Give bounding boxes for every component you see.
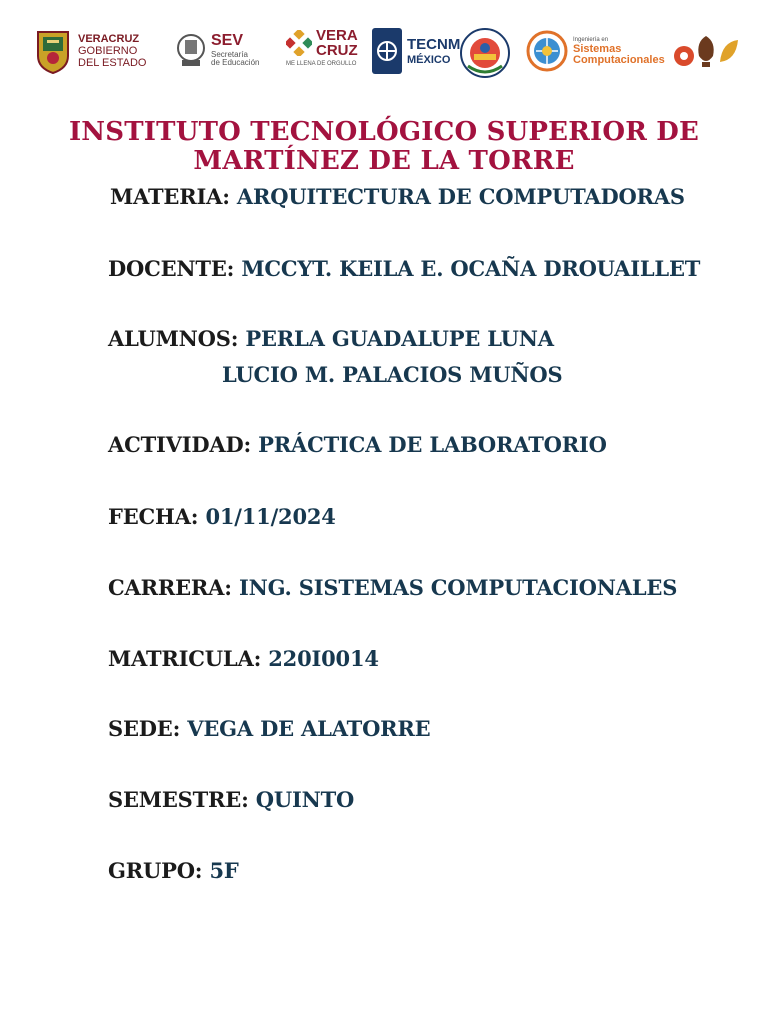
tecnm-line2: MÉXICO — [407, 53, 451, 66]
field-alumnos — [108, 326, 554, 351]
veracruz-gov-line1: VERACRUZ — [78, 32, 140, 45]
docente-value: MCCYT. KEILA E. OCAÑA DROUAILLET — [241, 256, 701, 281]
institution-title — [0, 118, 768, 176]
alumnos-value-2: LUCIO M. PALACIOS MUÑOS — [222, 362, 563, 387]
vera-cruz-tagline: ME LLENA DE ORGULLO — [286, 61, 357, 67]
veracruz-gov-line2: GOBIERNO — [78, 44, 138, 57]
materia-label: MATERIA: — [110, 184, 230, 209]
semestre-value: QUINTO — [255, 787, 355, 812]
alumnos-value-1: PERLA GUADALUPE LUNA — [245, 326, 554, 351]
field-alumnos-second — [222, 362, 562, 387]
field-materia — [110, 184, 685, 209]
grupo-value: 5F — [209, 858, 239, 883]
field-fecha — [108, 504, 336, 529]
vera-cruz-line1: VERA — [316, 27, 358, 44]
vera-cruz-line2: CRUZ — [316, 42, 358, 59]
vera-cruz-pattern-icon — [286, 30, 312, 56]
sev-name: SEV — [211, 32, 244, 49]
veracruz-coat-of-arms-icon — [34, 28, 72, 74]
carrera-label: CARRERA: — [108, 575, 232, 600]
itsmt-seal-icon — [460, 26, 510, 80]
field-grupo — [108, 858, 239, 883]
field-actividad — [108, 432, 607, 457]
fecha-value: 01/11/2024 — [205, 504, 336, 529]
alumnos-label: ALUMNOS: — [108, 326, 239, 351]
field-semestre — [108, 787, 354, 812]
institution-title-line1: INSTITUTO TECNOLÓGICO SUPERIOR DE — [68, 117, 700, 147]
sev-line2: de Educación — [211, 58, 260, 67]
sev-logo — [176, 30, 259, 70]
isc-logo — [526, 30, 665, 72]
gear-bulb-leaf-logo — [672, 32, 740, 72]
field-sede — [108, 716, 430, 741]
fecha-label: FECHA: — [108, 504, 199, 529]
logo-bar — [34, 22, 742, 88]
isc-globe-icon — [526, 30, 568, 72]
field-docente — [108, 256, 700, 281]
sede-value: VEGA DE ALATORRE — [187, 716, 431, 741]
tecnm-name: TECNM — [407, 35, 461, 53]
vera-cruz-logo — [286, 28, 358, 67]
veracruz-gov-line3: DEL ESTADO — [78, 56, 147, 69]
field-carrera — [108, 575, 677, 600]
tecnm-emblem-icon — [372, 28, 402, 74]
materia-value: ARQUITECTURA DE COMPUTADORAS — [236, 184, 685, 209]
sede-label: SEDE: — [108, 716, 181, 741]
gear-bulb-leaf-icon — [672, 32, 740, 72]
itsmt-seal-logo — [460, 26, 510, 80]
veracruz-gobierno-logo — [34, 28, 146, 74]
actividad-value: PRÁCTICA DE LABORATORIO — [258, 432, 607, 457]
matricula-value: 220I0014 — [268, 646, 379, 671]
actividad-label: ACTIVIDAD: — [108, 432, 252, 457]
docente-label: DOCENTE: — [108, 256, 235, 281]
isc-line1: Ingeniería en — [573, 36, 609, 43]
tecnm-logo — [372, 28, 460, 74]
matricula-label: MATRICULA: — [108, 646, 262, 671]
field-matricula — [108, 646, 379, 671]
isc-line3: Computacionales — [573, 53, 665, 66]
semestre-label: SEMESTRE: — [108, 787, 249, 812]
institution-title-line2: MARTÍNEZ DE LA TORRE — [193, 146, 575, 176]
grupo-label: GRUPO: — [108, 858, 203, 883]
isc-line2: Sistemas — [573, 42, 622, 55]
carrera-value: ING. SISTEMAS COMPUTACIONALES — [238, 575, 678, 600]
sev-emblem-icon — [176, 30, 206, 70]
sev-line1: Secretaría — [211, 50, 248, 59]
